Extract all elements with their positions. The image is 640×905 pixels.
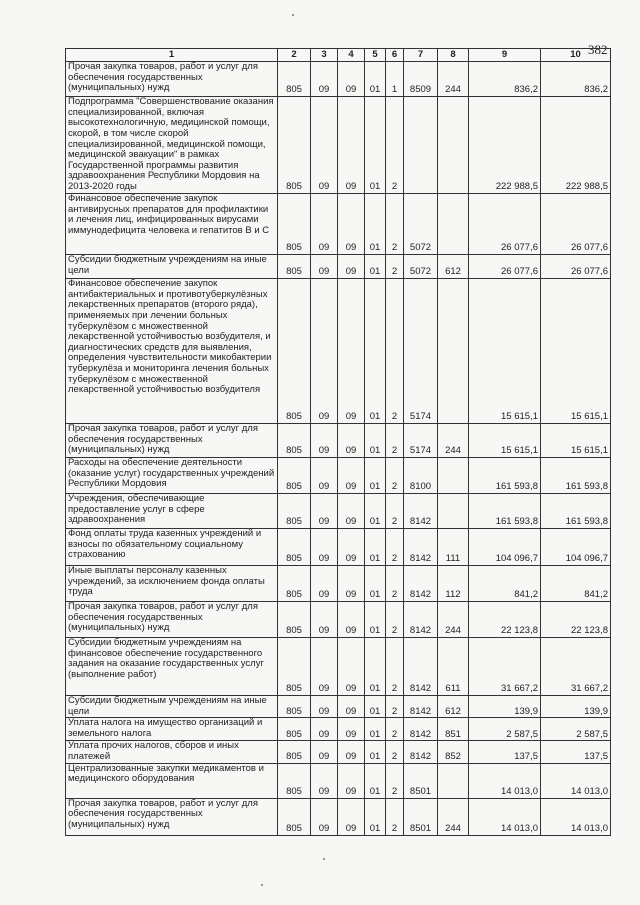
cell-program-code: 01 — [365, 529, 386, 566]
cell-expense-type-code: 612 — [438, 255, 469, 279]
cell-subprogram-code: 2 — [386, 458, 404, 494]
cell-ministry-code: 805 — [278, 798, 311, 835]
cell-ministry-code: 805 — [278, 638, 311, 696]
cell-amount-total: 22 123,8 — [541, 602, 611, 638]
cell-subsection-code: 09 — [338, 279, 365, 424]
cell-section-code: 09 — [311, 741, 338, 763]
cell-program-code: 01 — [365, 255, 386, 279]
cell-subsection-code: 09 — [338, 638, 365, 696]
cell-description: Расходы на обеспечение деятельности (оказание услуг) государственных учреждений Республики Мордовия — [66, 458, 278, 494]
cell-section-code: 09 — [311, 194, 338, 255]
table-row — [66, 718, 611, 741]
cell-section-code: 09 — [311, 718, 338, 741]
cell-amount: 161 593,8 — [469, 458, 541, 494]
cell-section-code: 09 — [311, 798, 338, 835]
table-row — [66, 255, 611, 279]
cell-expense-type-code — [438, 194, 469, 255]
cell-subsection-code: 09 — [338, 194, 365, 255]
cell-description: Централизованные закупки медикаментов и медицинского оборудования — [66, 763, 278, 798]
cell-description: Уплата прочих налогов, сборов и иных платежей — [66, 741, 278, 763]
cell-description: Финансовое обеспечение закупок антивирусных препаратов для профилактики и лечения лиц, инфицированных вирусами иммунодефицита человека и гепатитов В и С — [66, 194, 278, 255]
column-header: 1 — [66, 49, 278, 62]
cell-amount-total: 26 077,6 — [541, 255, 611, 279]
cell-description: Финансовое обеспечение закупок антибактериальных и противотуберкулёзных лекарственных препаратов (второго ряда), применяемых при лечении больных туберкулёзом с множественной лекарственной устойчивостью возбудителя, и диагностических средств для выявления, определения чувствительности микобактерии туберкулёза и мониторинга лечения больных туберкулёзом с множественной лекарственной устойчивостью возбудителя — [66, 279, 278, 424]
cell-subprogram-code: 1 — [386, 62, 404, 97]
cell-target-code: 8142 — [404, 741, 438, 763]
cell-program-code: 01 — [365, 194, 386, 255]
scan-speck — [323, 858, 325, 860]
cell-ministry-code: 805 — [278, 97, 311, 194]
cell-amount: 26 077,6 — [469, 255, 541, 279]
column-header: 4 — [338, 49, 365, 62]
cell-section-code: 09 — [311, 62, 338, 97]
cell-expense-type-code: 851 — [438, 718, 469, 741]
cell-program-code: 01 — [365, 602, 386, 638]
cell-subprogram-code: 2 — [386, 798, 404, 835]
budget-table — [65, 48, 611, 836]
page-number: 382 — [588, 42, 608, 57]
cell-subsection-code: 09 — [338, 602, 365, 638]
cell-target-code: 5174 — [404, 279, 438, 424]
cell-target-code — [404, 97, 438, 194]
cell-description: Субсидии бюджетным учреждениям на иные цели — [66, 696, 278, 718]
cell-subprogram-code: 2 — [386, 424, 404, 458]
cell-ministry-code: 805 — [278, 718, 311, 741]
cell-subsection-code: 09 — [338, 62, 365, 97]
column-header: 10 — [541, 49, 611, 62]
cell-amount: 15 615,1 — [469, 279, 541, 424]
cell-target-code: 5072 — [404, 194, 438, 255]
cell-subprogram-code: 2 — [386, 763, 404, 798]
cell-ministry-code: 805 — [278, 602, 311, 638]
cell-program-code: 01 — [365, 566, 386, 602]
cell-ministry-code: 805 — [278, 424, 311, 458]
cell-amount-total: 2 587,5 — [541, 718, 611, 741]
cell-subprogram-code: 2 — [386, 741, 404, 763]
cell-expense-type-code — [438, 763, 469, 798]
cell-amount: 836,2 — [469, 62, 541, 97]
column-header: 2 — [278, 49, 311, 62]
table-header-row — [66, 49, 611, 62]
cell-expense-type-code: 244 — [438, 424, 469, 458]
cell-target-code: 8142 — [404, 602, 438, 638]
cell-program-code: 01 — [365, 279, 386, 424]
column-header: 5 — [365, 49, 386, 62]
cell-program-code: 01 — [365, 494, 386, 529]
cell-section-code: 09 — [311, 458, 338, 494]
column-header: 8 — [438, 49, 469, 62]
cell-subsection-code: 09 — [338, 718, 365, 741]
cell-target-code: 8501 — [404, 763, 438, 798]
cell-description: Прочая закупка товаров, работ и услуг для обеспечения государственных (муниципальных) нужд — [66, 602, 278, 638]
table-row — [66, 741, 611, 763]
cell-target-code: 8509 — [404, 62, 438, 97]
table-row — [66, 62, 611, 97]
cell-description: Прочая закупка товаров, работ и услуг для обеспечения государственных (муниципальных) нужд — [66, 798, 278, 835]
cell-amount-total: 14 013,0 — [541, 798, 611, 835]
cell-subsection-code: 09 — [338, 529, 365, 566]
cell-amount: 104 096,7 — [469, 529, 541, 566]
cell-subprogram-code: 2 — [386, 696, 404, 718]
cell-ministry-code: 805 — [278, 763, 311, 798]
column-header: 9 — [469, 49, 541, 62]
cell-subprogram-code: 2 — [386, 255, 404, 279]
cell-program-code: 01 — [365, 763, 386, 798]
cell-subsection-code: 09 — [338, 97, 365, 194]
cell-amount: 139,9 — [469, 696, 541, 718]
table-row — [66, 97, 611, 194]
cell-amount-total: 104 096,7 — [541, 529, 611, 566]
cell-target-code: 8142 — [404, 529, 438, 566]
cell-amount-total: 836,2 — [541, 62, 611, 97]
cell-section-code: 09 — [311, 255, 338, 279]
cell-section-code: 09 — [311, 494, 338, 529]
cell-expense-type-code: 244 — [438, 62, 469, 97]
cell-subsection-code: 09 — [338, 741, 365, 763]
cell-ministry-code: 805 — [278, 696, 311, 718]
cell-amount-total: 161 593,8 — [541, 458, 611, 494]
cell-target-code: 8501 — [404, 798, 438, 835]
cell-amount: 14 013,0 — [469, 798, 541, 835]
table-row — [66, 763, 611, 798]
cell-expense-type-code: 852 — [438, 741, 469, 763]
cell-amount: 26 077,6 — [469, 194, 541, 255]
cell-description: Фонд оплаты труда казенных учреждений и взносы по обязательному социальному страхованию — [66, 529, 278, 566]
cell-section-code: 09 — [311, 279, 338, 424]
table-row — [66, 798, 611, 835]
cell-ministry-code: 805 — [278, 529, 311, 566]
cell-expense-type-code — [438, 279, 469, 424]
cell-subsection-code: 09 — [338, 424, 365, 458]
cell-section-code: 09 — [311, 638, 338, 696]
cell-amount: 137,5 — [469, 741, 541, 763]
cell-expense-type-code: 112 — [438, 566, 469, 602]
cell-amount: 15 615,1 — [469, 424, 541, 458]
column-header: 6 — [386, 49, 404, 62]
cell-amount-total: 161 593,8 — [541, 494, 611, 529]
cell-subsection-code: 09 — [338, 494, 365, 529]
table-body — [66, 62, 611, 836]
cell-subsection-code: 09 — [338, 798, 365, 835]
cell-subprogram-code: 2 — [386, 602, 404, 638]
table-row — [66, 638, 611, 696]
cell-amount-total: 137,5 — [541, 741, 611, 763]
table-row — [66, 566, 611, 602]
cell-program-code: 01 — [365, 62, 386, 97]
table-row — [66, 458, 611, 494]
cell-section-code: 09 — [311, 529, 338, 566]
cell-program-code: 01 — [365, 458, 386, 494]
cell-description: Подпрограмма "Совершенствование оказания специализированной, включая высокотехнологичную, медицинской помощи, скорой, в том числе скорой специализированной, медицинской помощи, медицинской эвакуации" в рамках Государственной программы развития здравоохранения Республики Мордовия на 2013-2020 годы — [66, 97, 278, 194]
cell-description: Прочая закупка товаров, работ и услуг для обеспечения государственных (муниципальных) нужд — [66, 424, 278, 458]
cell-section-code: 09 — [311, 696, 338, 718]
table-row — [66, 602, 611, 638]
cell-program-code: 01 — [365, 798, 386, 835]
cell-target-code: 8142 — [404, 494, 438, 529]
cell-ministry-code: 805 — [278, 741, 311, 763]
cell-amount-total: 15 615,1 — [541, 424, 611, 458]
cell-description: Субсидии бюджетным учреждениям на финансовое обеспечение государственного задания на оказание государственных услуг (выполнение работ) — [66, 638, 278, 696]
cell-expense-type-code: 244 — [438, 602, 469, 638]
cell-amount-total: 26 077,6 — [541, 194, 611, 255]
cell-expense-type-code: 111 — [438, 529, 469, 566]
cell-subprogram-code: 2 — [386, 529, 404, 566]
cell-target-code: 5072 — [404, 255, 438, 279]
cell-subsection-code: 09 — [338, 763, 365, 798]
cell-program-code: 01 — [365, 696, 386, 718]
cell-description: Прочая закупка товаров, работ и услуг для обеспечения государственных (муниципальных) нужд — [66, 62, 278, 97]
cell-section-code: 09 — [311, 424, 338, 458]
table-row — [66, 494, 611, 529]
cell-section-code: 09 — [311, 763, 338, 798]
cell-subprogram-code: 2 — [386, 566, 404, 602]
cell-description: Субсидии бюджетным учреждениям на иные цели — [66, 255, 278, 279]
cell-expense-type-code — [438, 97, 469, 194]
cell-amount-total: 15 615,1 — [541, 279, 611, 424]
cell-expense-type-code: 612 — [438, 696, 469, 718]
table-row — [66, 194, 611, 255]
cell-ministry-code: 805 — [278, 255, 311, 279]
cell-target-code: 8142 — [404, 638, 438, 696]
cell-subprogram-code: 2 — [386, 97, 404, 194]
cell-section-code: 09 — [311, 97, 338, 194]
cell-description: Иные выплаты персоналу казенных учреждений, за исключением фонда оплаты труда — [66, 566, 278, 602]
cell-section-code: 09 — [311, 602, 338, 638]
cell-expense-type-code — [438, 458, 469, 494]
table-row — [66, 424, 611, 458]
cell-target-code: 8142 — [404, 718, 438, 741]
cell-subprogram-code: 2 — [386, 279, 404, 424]
cell-target-code: 8100 — [404, 458, 438, 494]
cell-subprogram-code: 2 — [386, 718, 404, 741]
cell-program-code: 01 — [365, 741, 386, 763]
cell-target-code: 8142 — [404, 566, 438, 602]
cell-ministry-code: 805 — [278, 194, 311, 255]
cell-subprogram-code: 2 — [386, 494, 404, 529]
cell-program-code: 01 — [365, 424, 386, 458]
cell-amount: 14 013,0 — [469, 763, 541, 798]
cell-program-code: 01 — [365, 97, 386, 194]
cell-amount-total: 139,9 — [541, 696, 611, 718]
cell-expense-type-code — [438, 494, 469, 529]
cell-amount-total: 222 988,5 — [541, 97, 611, 194]
cell-subprogram-code: 2 — [386, 638, 404, 696]
cell-subsection-code: 09 — [338, 458, 365, 494]
table-row — [66, 529, 611, 566]
cell-expense-type-code: 244 — [438, 798, 469, 835]
cell-ministry-code: 805 — [278, 279, 311, 424]
cell-amount: 161 593,8 — [469, 494, 541, 529]
cell-expense-type-code: 611 — [438, 638, 469, 696]
column-header: 7 — [404, 49, 438, 62]
cell-ministry-code: 805 — [278, 494, 311, 529]
cell-amount: 22 123,8 — [469, 602, 541, 638]
cell-section-code: 09 — [311, 566, 338, 602]
cell-amount-total: 14 013,0 — [541, 763, 611, 798]
cell-amount: 2 587,5 — [469, 718, 541, 741]
scan-speck — [261, 884, 263, 886]
cell-amount-total: 841,2 — [541, 566, 611, 602]
cell-amount: 841,2 — [469, 566, 541, 602]
cell-amount-total: 31 667,2 — [541, 638, 611, 696]
cell-target-code: 8142 — [404, 696, 438, 718]
cell-description: Учреждения, обеспечивающие предоставление услуг в сфере здравоохранения — [66, 494, 278, 529]
cell-subsection-code: 09 — [338, 566, 365, 602]
cell-description: Уплата налога на имущество организаций и земельного налога — [66, 718, 278, 741]
cell-amount: 31 667,2 — [469, 638, 541, 696]
scan-speck — [292, 14, 294, 16]
cell-subsection-code: 09 — [338, 696, 365, 718]
table-row — [66, 279, 611, 424]
cell-ministry-code: 805 — [278, 458, 311, 494]
cell-amount: 222 988,5 — [469, 97, 541, 194]
column-header: 3 — [311, 49, 338, 62]
cell-program-code: 01 — [365, 638, 386, 696]
cell-subprogram-code: 2 — [386, 194, 404, 255]
cell-target-code: 5174 — [404, 424, 438, 458]
cell-ministry-code: 805 — [278, 62, 311, 97]
cell-program-code: 01 — [365, 718, 386, 741]
cell-subsection-code: 09 — [338, 255, 365, 279]
cell-ministry-code: 805 — [278, 566, 311, 602]
table-row — [66, 696, 611, 718]
